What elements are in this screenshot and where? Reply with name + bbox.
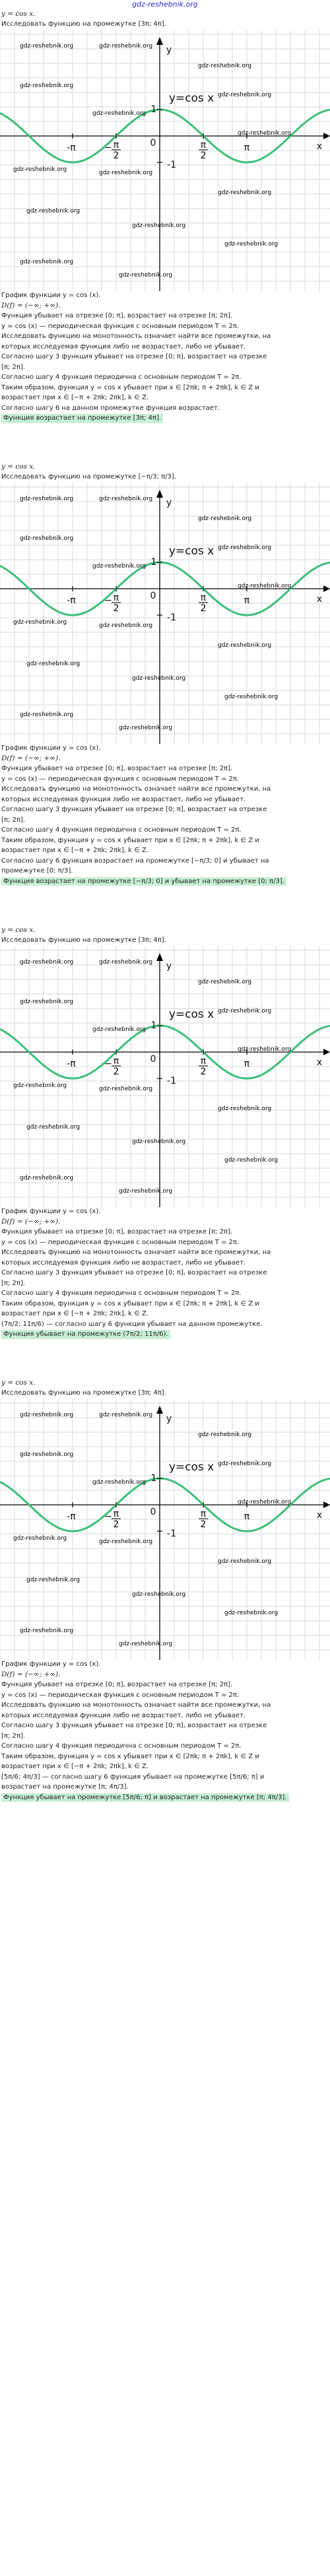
neg-half-pi-den: 2: [113, 1066, 119, 1077]
watermark: gdz-reshebnik.org: [20, 711, 74, 718]
text-line: [π; 2π].: [1, 816, 25, 824]
watermark: gdz-reshebnik.org: [26, 207, 81, 215]
text-line: Согласно шагу 3 функция убывает на отрезке [0; π], возрастает на отрезке: [1, 353, 267, 361]
solution-2: [0, 462, 330, 887]
text-line: возрастает при x ∈ [−π + 2πk; 2πk], k ∈ Z.: [1, 394, 149, 402]
watermark: gdz-reshebnik.org: [20, 535, 74, 542]
y-neg-one-label: -1: [167, 1075, 176, 1086]
cos-plot: [0, 30, 330, 291]
pi-label: π: [244, 595, 250, 606]
text-line: Таким образом, функция y = cos x убывает при x ∈ [2πk; π + 2πk], k ∈ Z и: [1, 383, 259, 391]
text-line: График функции y = cos (x).: [1, 1660, 101, 1668]
grid: [0, 946, 330, 1207]
watermark: gdz-reshebnik.org: [20, 42, 74, 50]
grid: [0, 30, 330, 291]
watermark: gdz-reshebnik.org: [20, 82, 74, 89]
watermark: gdz-reshebnik.org: [224, 693, 279, 700]
answer-highlight: Функция убывает на промежутке [5π/6; π] и возрастает на промежутке [π; 4π/3].: [1, 1793, 289, 1802]
task: Исследовать функцию на промежутке [3π; 4π].: [1, 937, 166, 944]
y-one-label: 1: [150, 104, 157, 115]
x-axis-arrow: [323, 1502, 330, 1508]
text-line: Исследовать функцию на монотонность означает найти все промежутки, на: [1, 1249, 271, 1257]
neg-half-pi-den: 2: [113, 1519, 119, 1530]
solution-1: [0, 9, 330, 424]
x-axis-arrow: [323, 1049, 330, 1055]
text-line: D(f) = (−∞; +∞).: [1, 754, 61, 763]
pi-label: π: [244, 142, 250, 153]
neg-sign-label: −: [104, 595, 112, 606]
watermark: gdz-reshebnik.org: [92, 1478, 147, 1486]
origin-label: 0: [150, 1506, 156, 1517]
text-line: D(f) = (−∞; +∞).: [1, 302, 61, 310]
text-line: промежутке [0; π/3].: [1, 867, 73, 875]
watermark: gdz-reshebnik.org: [26, 1123, 81, 1131]
text-line: возрастает на промежутке [π; 4π/3].: [1, 1783, 129, 1791]
cos-plot: [0, 483, 330, 744]
watermark: gdz-reshebnik.org: [20, 998, 74, 1005]
half-pi-num: π: [200, 592, 207, 603]
text-line: Согласно шагу 4 функция периодична с основным периодом T = 2π.: [1, 826, 242, 834]
text-line: Исследовать функцию на монотонность означает найти все промежутки, на: [1, 785, 271, 793]
watermark: gdz-reshebnik.org: [26, 1576, 81, 1583]
y-neg-one-label: -1: [167, 612, 176, 623]
watermark: gdz-reshebnik.org: [99, 958, 153, 966]
watermark: gdz-reshebnik.org: [20, 1411, 74, 1418]
pi-label: π: [244, 1058, 250, 1069]
text-line: Таким образом, функция y = cos x убывает при x ∈ [2πk; π + 2πk], k ∈ Z и: [1, 836, 259, 844]
watermark: gdz-reshebnik.org: [119, 271, 173, 279]
text-line: Исследовать функцию на монотонность означает найти все промежутки, на: [1, 1701, 271, 1709]
text-line: D(f) = (−∞; +∞).: [1, 1218, 61, 1226]
text-line: возрастает при x ∈ [−π + 2πk; 2πk], k ∈ Z.: [1, 1763, 149, 1771]
equation: y = cos x.: [1, 1379, 36, 1387]
answer-highlight: Функция убывает на промежутке (7π/2; 11π/6).: [1, 1330, 170, 1339]
text-line: (7π/2; 11π/6) — согласно шагу 6 функция убывает на данном промежутке.: [1, 1320, 263, 1328]
task: Исследовать функцию на промежутке [3π; 4π].: [1, 1389, 166, 1397]
watermark: gdz-reshebnik.org: [238, 1498, 292, 1505]
origin-label: 0: [150, 137, 156, 149]
text-line: [π; 2π].: [1, 1279, 25, 1287]
neg-half-pi-num: π: [113, 592, 119, 603]
text-line: возрастает при x ∈ [−π + 2πk; 2πk], k ∈ Z.: [1, 1310, 149, 1318]
grid: [0, 483, 330, 744]
text-line: График функции y = cos (x).: [1, 1207, 101, 1215]
neg-pi-label: -π: [67, 142, 76, 153]
watermark: gdz-reshebnik.org: [218, 1558, 272, 1565]
watermark: gdz-reshebnik.org: [198, 1431, 252, 1438]
answer-highlight: Функция возрастает на промежутке [3π; 4π].: [1, 414, 163, 423]
y-one-label: 1: [150, 556, 157, 568]
text-line: y = cos (x) — периодическая функция с основным периодом T = 2π.: [1, 1691, 240, 1699]
text-line: График функции y = cos (x).: [1, 291, 101, 299]
y-axis-arrow: [156, 37, 163, 45]
text-line: которых исследуемая функция либо не возрастает, либо не убывает.: [1, 795, 246, 803]
cos-graph: [0, 483, 330, 744]
y-one-label: 1: [150, 1472, 157, 1484]
watermark: gdz-reshebnik.org: [20, 1627, 74, 1634]
watermark: gdz-reshebnik.org: [218, 1007, 272, 1014]
text-line: Согласно шагу 4 функция периодична с основным периодом T = 2π.: [1, 374, 242, 381]
neg-half-pi-num: π: [113, 1508, 119, 1519]
neg-sign-label: −: [104, 1058, 112, 1069]
solution-4: [0, 1378, 330, 1803]
text-line: D(f) = (−∞; +∞).: [1, 1670, 61, 1679]
watermark: gdz-reshebnik.org: [92, 562, 147, 570]
watermark: gdz-reshebnik.org: [132, 1591, 186, 1598]
watermark: gdz-reshebnik.org: [198, 515, 252, 522]
watermark: gdz-reshebnik.org: [20, 495, 74, 502]
watermark: gdz-reshebnik.org: [132, 1138, 186, 1145]
text-line: Согласно шагу 6 функция возрастает на промежутке [−π/3; 0] и убывает на: [1, 857, 269, 865]
watermark: gdz-reshebnik.org: [20, 958, 74, 966]
x-axis-arrow: [323, 133, 330, 139]
function-label: y=cos x: [168, 544, 214, 558]
watermark: gdz-reshebnik.org: [218, 1460, 272, 1467]
text-line: Согласно шагу 3 функция убывает на отрезке [0; π], возрастает на отрезке: [1, 1269, 267, 1277]
origin-label: 0: [150, 590, 156, 601]
watermark: gdz-reshebnik.org: [224, 240, 279, 248]
function-label: y=cos x: [168, 91, 214, 105]
pi-label: π: [244, 1511, 250, 1522]
neg-pi-label: -π: [67, 1058, 76, 1069]
text-line: [5π/6; 4π/3] — согласно шагу 6 функция убывает на промежутке [5π/6; π] и: [1, 1773, 265, 1781]
text-line: График функции y = cos (x).: [1, 744, 101, 752]
x-axis-label: x: [316, 1509, 323, 1521]
cos-graph: [0, 30, 330, 291]
watermark: gdz-reshebnik.org: [99, 42, 153, 50]
watermark: gdz-reshebnik.org: [26, 660, 81, 667]
watermark: gdz-reshebnik.org: [13, 1535, 67, 1542]
watermark: gdz-reshebnik.org: [132, 222, 186, 229]
site-logo[interactable]: gdz-reshebnik.org: [132, 0, 198, 9]
watermark: gdz-reshebnik.org: [20, 1451, 74, 1458]
watermark: gdz-reshebnik.org: [119, 1640, 173, 1647]
half-pi-den: 2: [200, 603, 207, 614]
y-neg-one-label: -1: [167, 1528, 176, 1539]
text-line: Функция убывает на отрезке [0; π], возрастает на отрезке [π; 2π].: [1, 765, 233, 773]
watermark: gdz-reshebnik.org: [224, 1156, 279, 1164]
watermark: gdz-reshebnik.org: [238, 582, 292, 589]
text-line: Функция убывает на отрезке [0; π], возрастает на отрезке [π; 2π].: [1, 1681, 233, 1689]
watermark: gdz-reshebnik.org: [238, 1045, 292, 1053]
y-axis-arrow: [156, 1406, 163, 1414]
equation: y = cos x.: [1, 463, 36, 471]
watermark: gdz-reshebnik.org: [119, 1187, 173, 1195]
half-pi-den: 2: [200, 1519, 207, 1530]
origin-label: 0: [150, 1053, 156, 1065]
watermark: gdz-reshebnik.org: [218, 1105, 272, 1112]
y-axis-arrow: [156, 490, 163, 498]
text-line: y = cos (x) — периодическая функция с основным периодом T = 2π.: [1, 1238, 240, 1246]
text-line: Согласно шагу 6 на данном промежутке функция возрастает.: [1, 404, 220, 412]
text-line: Согласно шагу 3 функция убывает на отрезке [0; π], возрастает на отрезке: [1, 1722, 267, 1730]
x-axis-label: x: [316, 1057, 323, 1068]
watermark: gdz-reshebnik.org: [224, 1609, 279, 1616]
watermark: gdz-reshebnik.org: [218, 544, 272, 551]
text-line: Согласно шагу 4 функция периодична с основным периодом T = 2π.: [1, 1742, 242, 1750]
neg-half-pi-num: π: [113, 1055, 119, 1067]
watermark: gdz-reshebnik.org: [99, 1085, 153, 1092]
cos-plot: [0, 946, 330, 1207]
cos-graph: [0, 1399, 330, 1660]
function-label: y=cos x: [168, 1460, 214, 1474]
x-axis-arrow: [323, 585, 330, 592]
text-line: возрастает при x ∈ [−π + 2πk; 2πk], k ∈ Z.: [1, 847, 149, 855]
x-axis-label: x: [316, 141, 323, 152]
watermark: gdz-reshebnik.org: [13, 166, 67, 173]
task: Исследовать функцию на промежутке [−π/3; π/3].: [1, 473, 176, 481]
watermark: gdz-reshebnik.org: [99, 169, 153, 176]
watermark: gdz-reshebnik.org: [198, 62, 252, 69]
half-pi-num: π: [200, 1508, 207, 1519]
cos-graph: [0, 946, 330, 1207]
equation: y = cos x.: [1, 926, 36, 934]
text-line: Функция убывает на отрезке [0; π], возрастает на отрезке [π; 2π].: [1, 1228, 233, 1236]
text-line: которых исследуемая функция либо не возрастает, либо не убывает.: [1, 343, 246, 350]
watermark: gdz-reshebnik.org: [99, 1538, 153, 1545]
neg-sign-label: −: [104, 142, 112, 153]
watermark: gdz-reshebnik.org: [99, 622, 153, 629]
text-line: Исследовать функцию на монотонность означает найти все промежутки, на: [1, 333, 271, 341]
half-pi-num: π: [200, 139, 207, 150]
watermark: gdz-reshebnik.org: [13, 1082, 67, 1089]
y-axis-label: y: [166, 44, 172, 55]
watermark: gdz-reshebnik.org: [92, 110, 147, 117]
text-line: [π; 2π].: [1, 363, 25, 371]
solution-3: [0, 925, 330, 1340]
watermark: gdz-reshebnik.org: [218, 642, 272, 649]
text-line: Таким образом, функция y = cos x убывает при x ∈ [2πk; π + 2πk], k ∈ Z и: [1, 1300, 259, 1307]
watermark: gdz-reshebnik.org: [99, 495, 153, 502]
text-line: [π; 2π].: [1, 1732, 25, 1740]
half-pi-den: 2: [200, 1066, 207, 1077]
watermark: gdz-reshebnik.org: [198, 978, 252, 985]
y-axis-label: y: [166, 497, 172, 508]
watermark: gdz-reshebnik.org: [238, 129, 292, 137]
neg-pi-label: -π: [67, 1511, 76, 1522]
text-line: которых исследуемая функция либо не возрастает, либо не убывает.: [1, 1259, 246, 1267]
watermark: gdz-reshebnik.org: [132, 675, 186, 682]
watermark: gdz-reshebnik.org: [92, 1026, 147, 1033]
text-line: Функция убывает на отрезке [0; π], возрастает на отрезке [π; 2π].: [1, 312, 233, 320]
watermark: gdz-reshebnik.org: [13, 618, 67, 626]
equation: y = cos x.: [1, 10, 36, 18]
cos-plot: [0, 1399, 330, 1660]
text-line: которых исследуемая функция либо не возрастает, либо не убывает.: [1, 1711, 246, 1719]
text-line: y = cos (x) — периодическая функция с основным периодом T = 2π.: [1, 775, 240, 783]
half-pi-num: π: [200, 1055, 207, 1067]
y-axis-label: y: [166, 1413, 172, 1424]
watermark: gdz-reshebnik.org: [20, 258, 74, 265]
watermark: gdz-reshebnik.org: [218, 91, 272, 98]
y-one-label: 1: [150, 1020, 157, 1031]
watermark: gdz-reshebnik.org: [99, 1411, 153, 1418]
x-axis-label: x: [316, 593, 323, 605]
function-label: y=cos x: [168, 1007, 214, 1021]
y-axis-arrow: [156, 953, 163, 961]
half-pi-den: 2: [200, 150, 207, 161]
text-line: Согласно шагу 3 функция убывает на отрезке [0; π], возрастает на отрезке: [1, 806, 267, 814]
neg-sign-label: −: [104, 1511, 112, 1522]
watermark: gdz-reshebnik.org: [119, 724, 173, 731]
task: Исследовать функцию на промежутке [3π; 4π].: [1, 20, 166, 28]
text-line: Согласно шагу 4 функция периодична с основным периодом T = 2π.: [1, 1290, 242, 1298]
neg-half-pi-num: π: [113, 139, 119, 150]
watermark: gdz-reshebnik.org: [20, 1174, 74, 1181]
y-neg-one-label: -1: [167, 159, 176, 170]
neg-half-pi-den: 2: [113, 150, 119, 161]
neg-half-pi-den: 2: [113, 603, 119, 614]
y-axis-label: y: [166, 960, 172, 972]
neg-pi-label: -π: [67, 595, 76, 606]
text-line: Таким образом, функция y = cos x убывает при x ∈ [2πk; π + 2πk], k ∈ Z и: [1, 1752, 259, 1760]
watermark: gdz-reshebnik.org: [218, 189, 272, 196]
text-line: y = cos (x) — периодическая функция с основным периодом T = 2π.: [1, 322, 240, 330]
grid: [0, 1399, 330, 1660]
answer-highlight: Функция возрастает на промежутке [−π/3; 0] и убывает на промежутке [0; π/3].: [1, 877, 286, 886]
